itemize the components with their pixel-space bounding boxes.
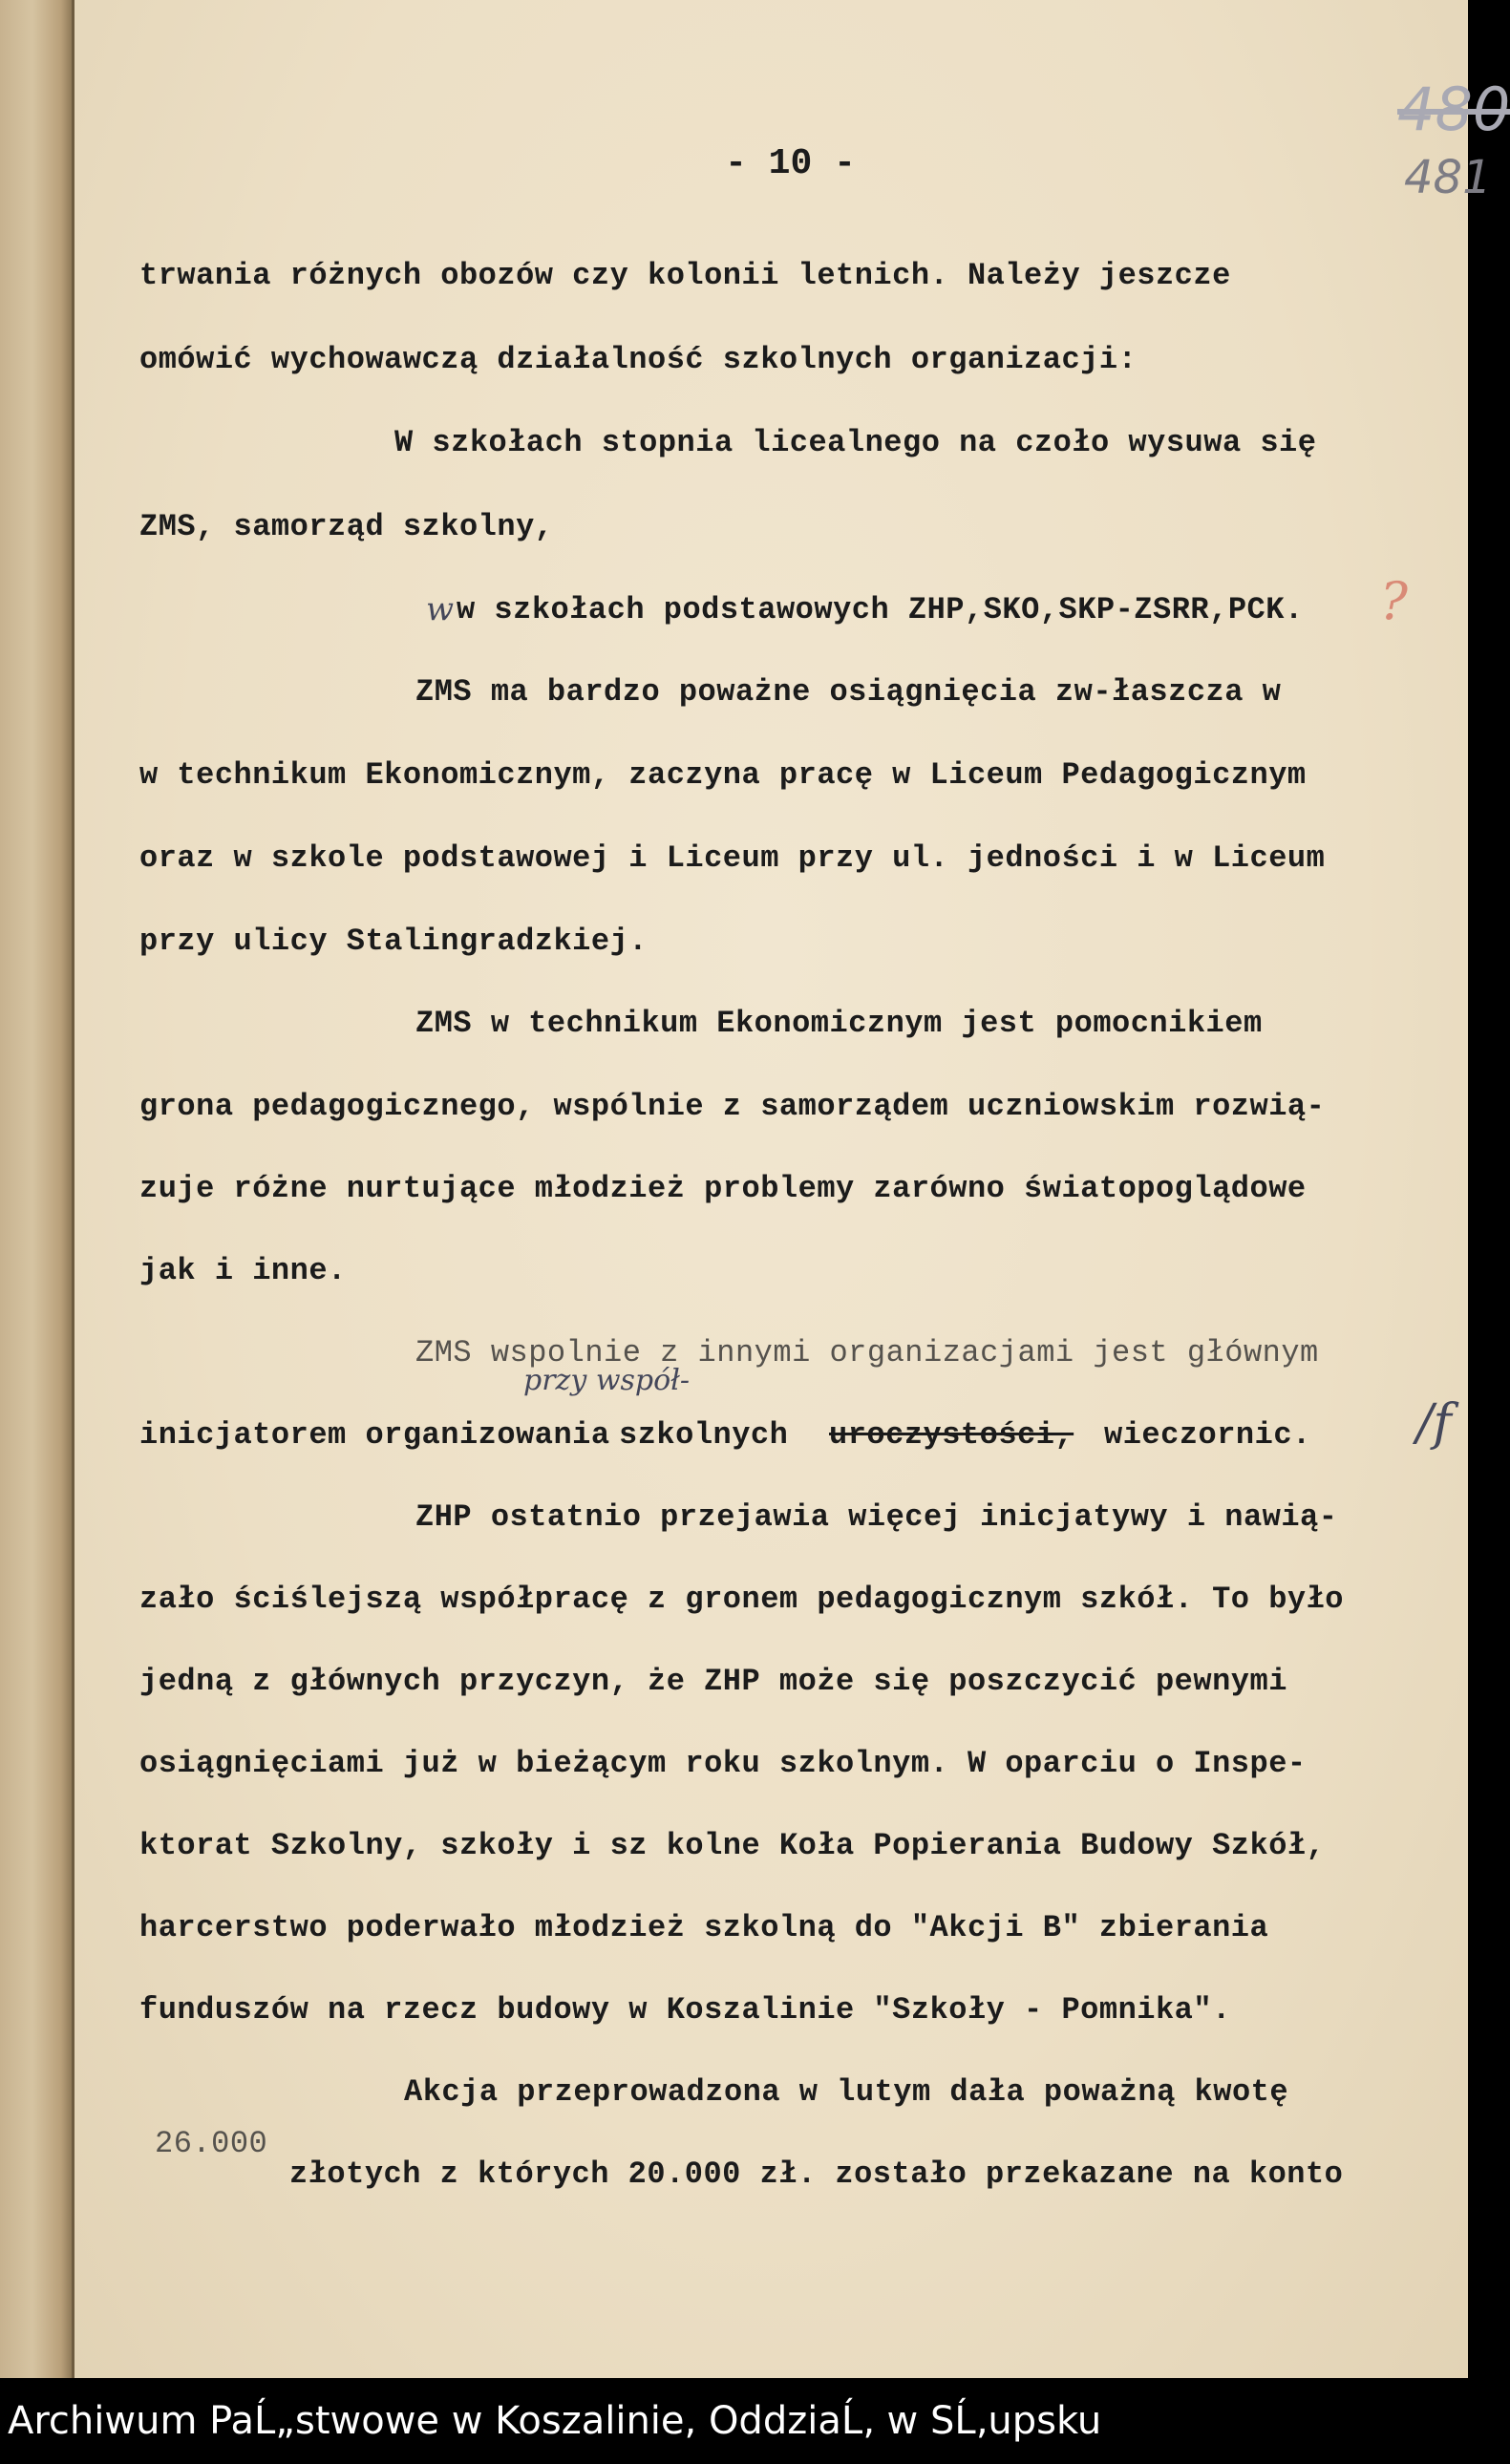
text-line: ZHP ostatnio przejawia więcej inicjatywy i nawią- <box>415 1499 1338 1535</box>
text-line: w technikum Ekonomicznym, zaczyna pracę w Liceum Pedagogicznym <box>139 757 1307 793</box>
margin-question-mark: ? <box>1380 571 1408 631</box>
text-line: Akcja przeprowadzona w lutym dała poważną kwotę <box>404 2074 1289 2110</box>
text-line: ktorat Szkolny, szkoły i sz kolne Koła Popierania Budowy Szkół, <box>139 1828 1326 1863</box>
text-line: harcerstwo poderwało młodzież szkolną do "Akcji B" zbierania <box>139 1910 1269 1945</box>
archive-number-old: 480 <box>1397 74 1510 144</box>
text-line: oraz w szkole podstawowej i Liceum przy ul. jedności i w Liceum <box>139 840 1326 876</box>
handwritten-insert: przy współ- <box>523 1364 691 1397</box>
handwritten-w: w <box>426 590 455 628</box>
text-line: zuje różne nurtujące młodzież problemy zarówno światopoglądowe <box>139 1171 1307 1206</box>
archive-caption: Archiwum PaĹ„stwowe w Koszalinie, OddziaĹ‚ w SĹ‚upsku <box>0 2378 1468 2464</box>
text-line: jedną z głównych przyczyn, że ZHP może się poszczycić pewnymi <box>139 1664 1287 1699</box>
handwritten-mark: /f <box>1416 1394 1452 1452</box>
text-line: trwania różnych obozów czy kolonii letnich. Należy jeszcze <box>139 258 1231 293</box>
text-line: W szkołach stopnia licealnego na czoło wysuwa się <box>394 425 1317 460</box>
text-line: zało ściślejszą współpracę z gronem pedagogicznym szkół. To było <box>139 1582 1344 1617</box>
archive-number-new: 481 <box>1404 151 1492 204</box>
text-line: ZMS wspolnie z innymi organizacjami jest głównym <box>415 1335 1319 1370</box>
text-line: złotych z których 20.000 zł. zostało przekazane na konto <box>289 2156 1344 2192</box>
text-line: 26.000 <box>155 2126 268 2161</box>
struck-text: uroczystości, <box>829 1417 1074 1453</box>
page-sheet <box>74 0 1510 2378</box>
text-line: omówić wychowawczą działalność szkolnych organizacji: <box>139 342 1138 377</box>
text-line: ZMS w technikum Ekonomicznym jest pomocnikiem <box>415 1006 1263 1041</box>
text-line: wieczornic. <box>1104 1417 1311 1453</box>
text-line: jak i inne. <box>139 1253 347 1288</box>
text-line: przy ulicy Stalingradzkiej. <box>139 924 648 959</box>
text-line: szkolnych <box>619 1417 789 1453</box>
book-binding <box>0 0 74 2378</box>
text-line: funduszów na rzecz budowy w Koszalinie "Szkoły - Pomnika". <box>139 1992 1231 2028</box>
text-line: ZMS ma bardzo poważne osiągnięcia zw-łaszcza w <box>415 674 1282 710</box>
text-line: osiągnięciami już w bieżącym roku szkolnym. W oparciu o Inspe- <box>139 1746 1307 1781</box>
text-line: ZMS, samorząd szkolny, <box>139 509 554 544</box>
page-number: - 10 - <box>725 143 856 184</box>
text-line: inicjatorem organizowania <box>139 1417 610 1453</box>
text-line: grona pedagogicznego, wspólnie z samorządem uczniowskim rozwią- <box>139 1089 1326 1124</box>
text-line: w szkołach podstawowych ZHP,SKO,SKP-ZSRR,PCK. <box>457 592 1304 627</box>
